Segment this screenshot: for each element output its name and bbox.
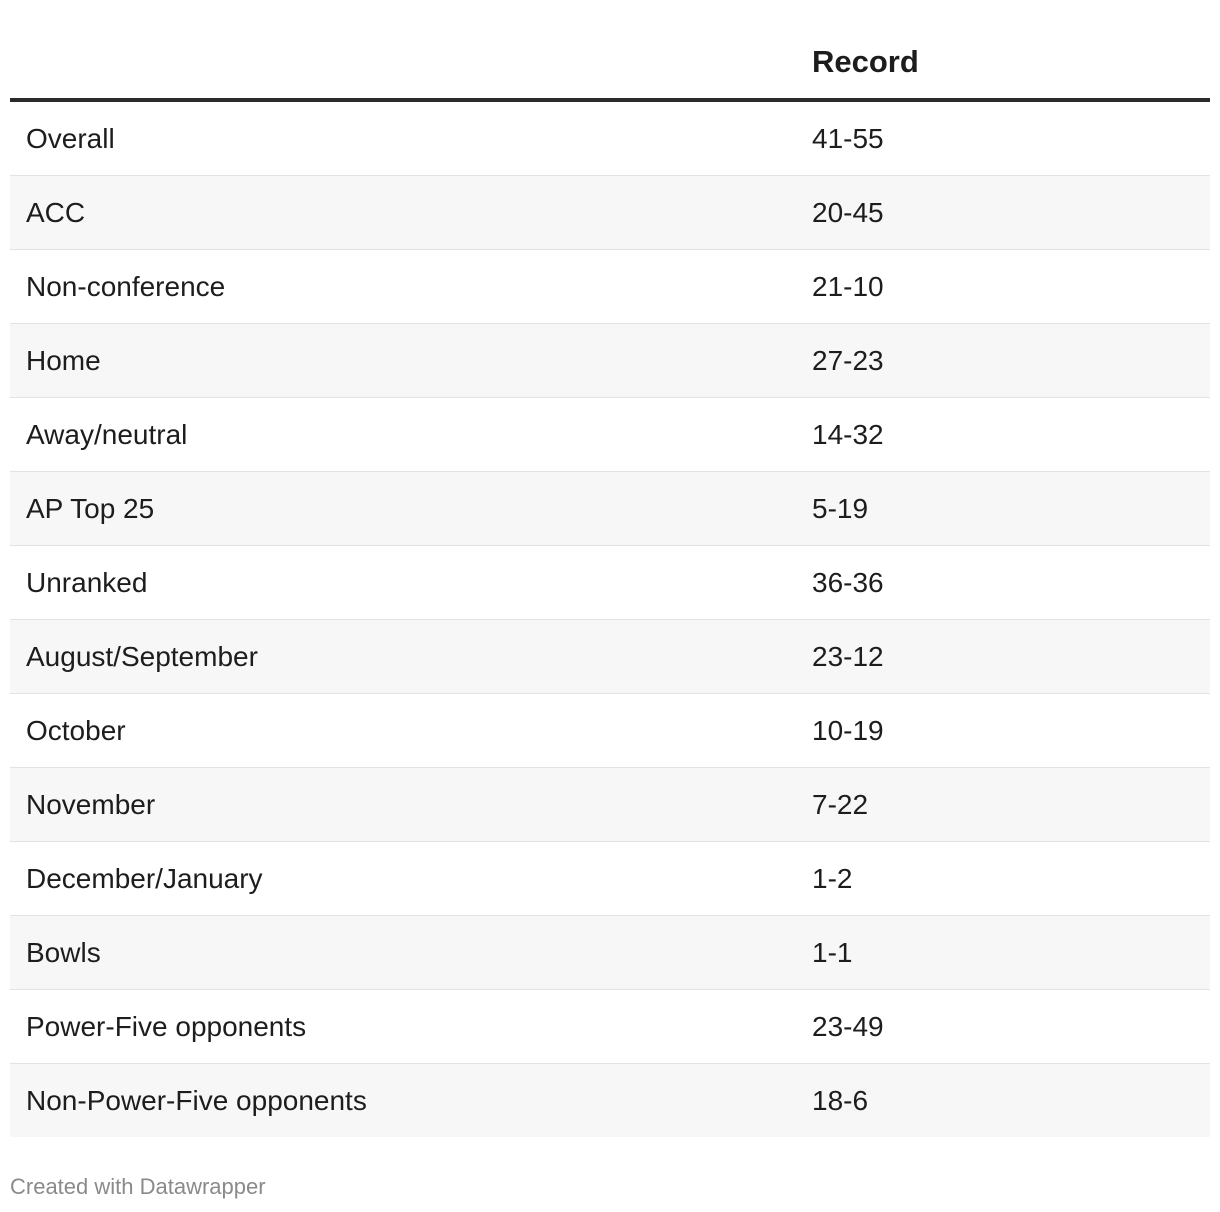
row-label: Home — [26, 345, 101, 376]
table-row — [10, 768, 1210, 842]
row-record: 1-1 — [812, 937, 853, 968]
table-row — [10, 250, 1210, 324]
table-row — [10, 990, 1210, 1064]
row-record: 23-49 — [812, 1011, 884, 1042]
table-row — [10, 694, 1210, 768]
row-label: November — [26, 789, 156, 820]
table-row — [10, 916, 1210, 990]
table-row — [10, 102, 1210, 176]
row-label: Overall — [26, 123, 115, 154]
table-body — [10, 102, 1210, 1137]
row-label: Non-conference — [26, 271, 226, 302]
row-record: 1-2 — [812, 863, 853, 894]
table-row — [10, 546, 1210, 620]
row-record: 14-32 — [812, 419, 884, 450]
column-header-record: Record — [812, 44, 919, 79]
row-label: December/January — [26, 863, 263, 894]
table-header — [10, 0, 1210, 102]
row-record: 7-22 — [812, 789, 869, 820]
row-label: Away/neutral — [26, 419, 188, 450]
table-row — [10, 324, 1210, 398]
row-record: 20-45 — [812, 197, 884, 228]
row-label: October — [26, 715, 126, 746]
row-record: 18-6 — [812, 1085, 869, 1116]
row-record: 41-55 — [812, 123, 884, 154]
row-label: ACC — [26, 197, 86, 228]
table-row — [10, 1064, 1210, 1137]
table-row — [10, 472, 1210, 546]
row-record: 36-36 — [812, 567, 884, 598]
row-record: 21-10 — [812, 271, 884, 302]
datawrapper-credit: Created with Datawrapper — [10, 1174, 266, 1199]
row-record: 5-19 — [812, 493, 869, 524]
row-label: AP Top 25 — [26, 493, 155, 524]
table-row — [10, 620, 1210, 694]
row-label: August/September — [26, 641, 258, 672]
row-label: Power-Five opponents — [26, 1011, 307, 1042]
table-row — [10, 842, 1210, 916]
row-label: Unranked — [26, 567, 148, 598]
row-label: Bowls — [26, 937, 101, 968]
table-row — [10, 398, 1210, 472]
row-label: Non-Power-Five opponents — [26, 1085, 367, 1116]
table-row — [10, 176, 1210, 250]
row-record: 10-19 — [812, 715, 884, 746]
record-table — [10, 0, 1210, 1137]
row-record: 27-23 — [812, 345, 884, 376]
row-record: 23-12 — [812, 641, 884, 672]
